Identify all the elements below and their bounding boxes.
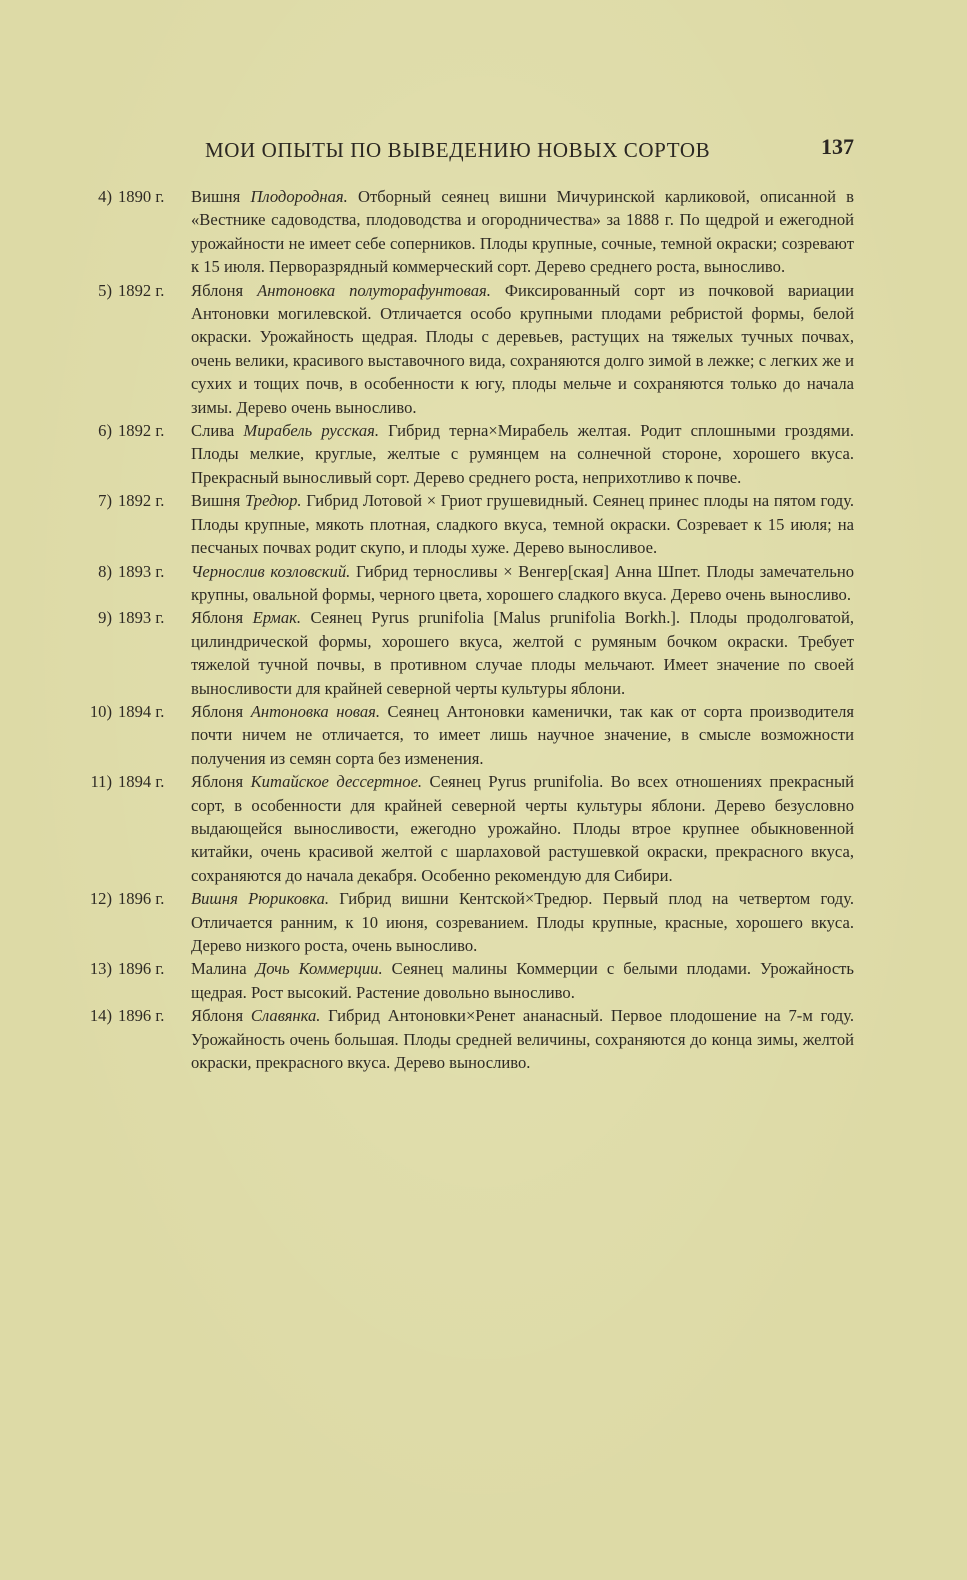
entry-plant: Яблоня [191, 608, 244, 628]
entry-year: 1896 г. [118, 1006, 165, 1026]
entry-plant: Яблоня [191, 1006, 244, 1026]
entry-9 [78, 606, 854, 700]
entry-plant: Слива [191, 421, 235, 441]
entry-description: Гибрид вишни Кентской×Тредюр. Первый плод на четвертом году. Отличается ранним, к 10 июня, созреванием. Плоды крупные, красные, хорошего вкуса. Дерево низкого роста, очень выносливо. [191, 889, 854, 955]
entry-number: 6) [98, 421, 112, 441]
entry-number: 9) [98, 608, 112, 628]
entry-year: 1896 г. [118, 959, 165, 979]
entry-number: 11) [90, 772, 112, 792]
entry-description: Гибрид терносливы × Венгер[ская] Анна Шпет. Плоды замечательно крупны, овальной формы, черного цвета, хорошего сладкого вкуса. Дерево очень выносливо. [191, 561, 854, 604]
page-header [205, 134, 860, 164]
entry-year: 1894 г. [118, 701, 165, 721]
entry-variety-name: Антоновка полуторафунтовая. [257, 280, 491, 300]
entry-13 [78, 957, 854, 1004]
entry-variety-name: Ермак. [252, 608, 302, 628]
entry-variety-name: Мирабель русская. [243, 421, 379, 441]
entry-description: Отборный сеянец вишни Мичуринской карликовой, описанной в «Вестнике садоводства, плодоводства и огородничества» за 1888 г. По щедрой и ежегодной урожайности не имеет себе соперников. Плоды крупные, сочные, темной окраски; созревают к 15 июля. Перворазрядный коммерческий сорт. Дерево среднего роста, выносливо. [191, 187, 855, 277]
entry-number: 12) [89, 889, 112, 909]
entry-number: 4) [98, 187, 112, 206]
entry-description: Сеянец Pyrus prunifolia [Malus prunifolia Borkh.]. Плоды продолговатой, цилиндрической формы, хорошего вкуса, желтой с румяным бочком окраски. Требует тяжелой тучной почвы, в противном случае плоды мельчают. Имеет значение по своей выносливости для крайней северной черты культуры яблони. [191, 608, 854, 698]
entry-number: 10) [89, 701, 112, 721]
entry-year: 1896 г. [118, 889, 165, 909]
entry-plant: Яблоня [191, 772, 244, 792]
entry-description: Сеянец малины Коммерции с белыми плодами. Урожайность щедрая. Рост высокий. Растение довольно выносливо. [191, 959, 855, 1002]
entry-variety-name: Плодородная. [250, 187, 348, 206]
entry-description: Сеянец Pyrus prunifolia. Во всех отношениях прекрасный сорт, в особенности для крайней северной черты культуры яблони. Дерево безусловно выдающейся выносливости, ежегодно урожайно. Плоды втрое крупнее обыкновенной китайки, очень красивой желтой с шарлаховой растушевкой окраски, прекрасного вкуса, сохраняются до начала декабря. Особенно рекомендую для Сибири. [191, 772, 855, 885]
entry-12 [78, 887, 854, 957]
entry-description: Гибрид Лотовой × Гриот грушевидный. Сеянец принес плоды на пятом году. Плоды крупные, мякоть плотная, сладкого вкуса, темной окраски. Созревает к 15 июля; на песчаных почвах родит скупо, и плоды хуже. Дерево выносливое. [191, 491, 854, 558]
entry-number: 14) [89, 1006, 112, 1026]
entry-year: 1892 г. [118, 280, 165, 300]
entry-11 [78, 770, 854, 887]
entry-plant: Вишня [191, 491, 241, 511]
entry-plant: Яблоня [191, 701, 244, 721]
entry-variety-name: Дочь Коммерции. [255, 959, 383, 979]
entry-number: 13) [89, 959, 112, 979]
entry-year: 1892 г. [118, 421, 165, 441]
entry-description: Фиксированный сорт из почковой вариации Антоновки могилевской. Отличается особо крупными плодами ребристой формы, белой окраски. Урожайность щедрая. Плоды с деревьев, растущих на тяжелых тучных почвах, очень велики, красивого выставочного вида, сохраняются долго зимой в лежке; с легких же и сухих и тощих почв, в особенности к югу, плоды мельче и сохраняются только до начала зимы. Дерево очень выносливо. [191, 280, 854, 417]
entry-variety-name: Вишня Рюриковка. [191, 889, 330, 909]
entry-number: 8) [98, 561, 112, 581]
entry-variety-name: Антоновка новая. [250, 701, 380, 721]
entry-variety-name: Китайское дессертное. [250, 772, 423, 792]
entry-plant: Малина [191, 959, 247, 979]
entry-variety-name: Чернослив козловский. [191, 561, 351, 581]
entry-variety-name: Тредюр. [244, 491, 302, 511]
entry-5 [78, 279, 854, 419]
entry-description: Гибрид терна×Мирабель желтая. Родит сплошными гроздями. Плоды мелкие, круглые, желтые с румянцем на солнечной стороне, хорошего вкуса. Прекрасный выносливый сорт. Дерево среднего роста, неприхотливо к почве. [191, 421, 854, 487]
entry-year: 1892 г. [118, 491, 165, 511]
entry-number: 7) [98, 491, 112, 511]
variety-list [78, 185, 854, 1074]
entry-6 [78, 419, 854, 489]
entry-variety-name: Славянка. [250, 1006, 321, 1026]
entry-8 [78, 560, 854, 607]
entry-plant: Яблоня [191, 280, 244, 300]
entry-7 [78, 489, 854, 559]
entry-year: 1893 г. [118, 608, 165, 628]
entry-year: 1893 г. [118, 561, 165, 581]
entry-10 [78, 700, 854, 770]
entry-plant: Вишня [191, 187, 241, 206]
page-number: 137 [821, 134, 854, 159]
entry-description: Гибрид Антоновки×Ренет ананасный. Первое плодошение на 7-м году. Урожайность очень большая. Плоды средней величины, сохраняются до конца зимы, желтой окраски, прекрасного вкуса. Дерево выносливо. [191, 1006, 854, 1073]
entry-year: 1890 г. [118, 187, 165, 206]
entry-4 [78, 185, 854, 279]
running-title: МОИ ОПЫТЫ ПО ВЫВЕДЕНИЮ НОВЫХ СОРТОВ [205, 138, 711, 162]
entry-year: 1894 г. [118, 772, 165, 792]
entry-14 [78, 1004, 854, 1074]
entry-number: 5) [98, 280, 112, 300]
entry-description: Сеянец Антоновки каменички, так как от сорта производителя почти ничем не отличается, то имеет лишь научное значение, в смысле возможности получения из семян сорта без изменения. [191, 701, 855, 768]
